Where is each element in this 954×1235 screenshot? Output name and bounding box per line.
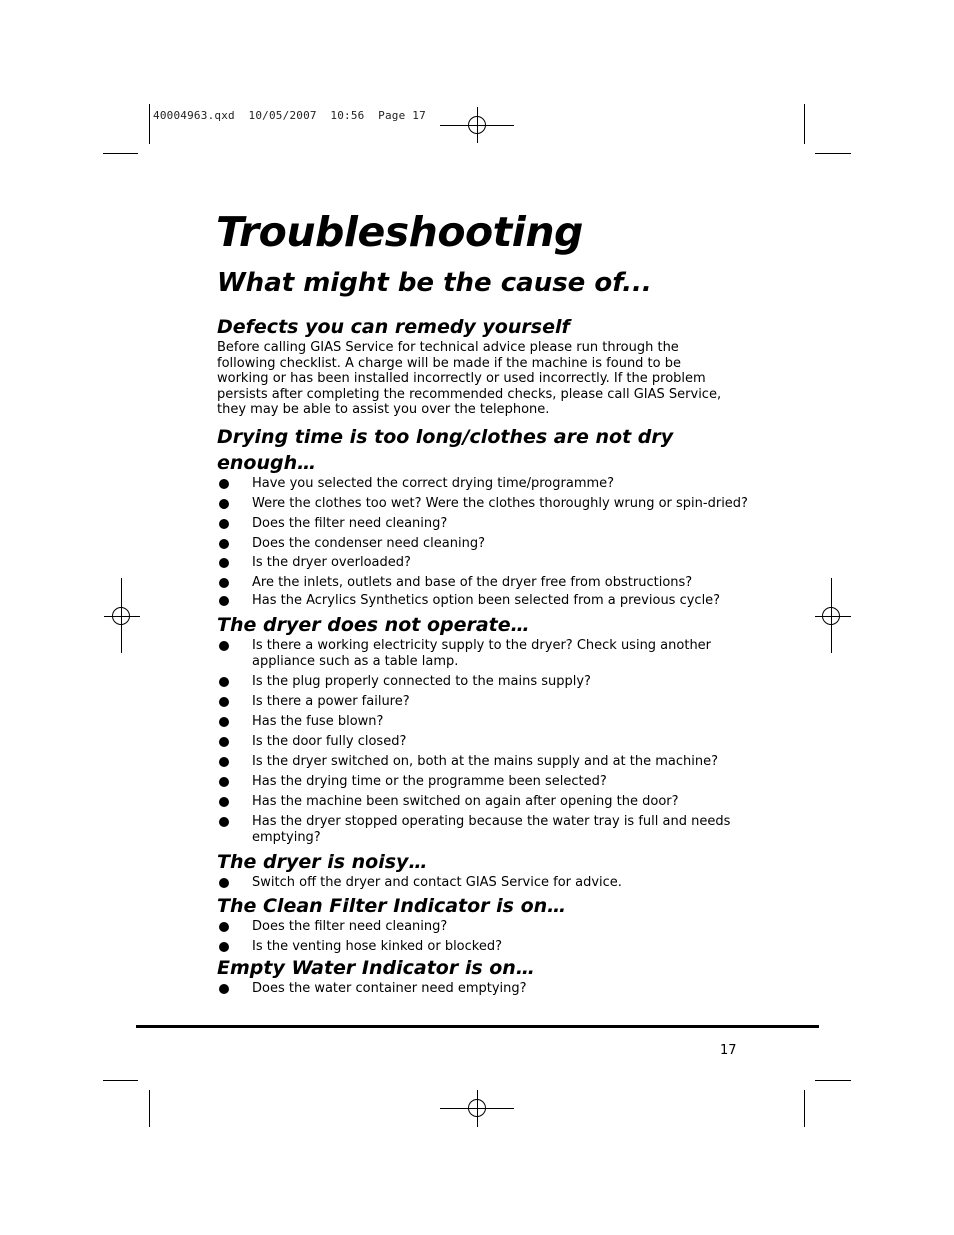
checklist-item — [217, 516, 757, 532]
bullet-icon — [219, 558, 229, 568]
checklist — [217, 875, 757, 891]
checklist-item-text: Has the machine been switched on again after opening the door? — [252, 793, 679, 809]
intro-section — [217, 314, 757, 418]
bullet-icon — [219, 677, 229, 687]
crop-mark — [103, 1080, 138, 1081]
crop-mark — [815, 153, 851, 154]
checklist-item-text: Has the dryer stopped operating because the water tray is full and needs emptying? — [252, 813, 731, 845]
bullet-icon — [219, 797, 229, 807]
checklist-item — [217, 734, 757, 750]
crop-mark — [804, 104, 805, 144]
checklist-item — [217, 593, 757, 609]
checklist-item-text: Is the venting hose kinked or blocked? — [252, 938, 503, 954]
crop-mark — [804, 1090, 805, 1127]
checklist-item — [217, 694, 757, 710]
bullet-icon — [219, 479, 229, 489]
bullet-icon — [219, 922, 229, 932]
print-slug: 40004963.qxd 10/05/2007 10:56 Page 17 — [153, 109, 426, 122]
bullet-icon — [219, 578, 229, 588]
checklist-item-text: Does the filter need cleaning? — [252, 515, 448, 531]
crop-mark — [815, 1080, 851, 1081]
section-heading: Empty Water Indicator is on… — [217, 956, 535, 979]
checklist-section — [217, 893, 757, 955]
checklist-item-text: Does the condenser need cleaning? — [252, 535, 485, 551]
checklist-item-text: Is the plug properly connected to the mains supply? — [252, 673, 591, 689]
checklist-item-text: Is the dryer overloaded? — [252, 554, 411, 570]
crop-mark — [103, 153, 138, 154]
bullet-icon — [219, 499, 229, 509]
bottom-rule — [136, 1025, 819, 1028]
bullet-icon — [219, 717, 229, 727]
bullet-icon — [219, 697, 229, 707]
checklist-item — [217, 814, 757, 846]
checklist-item-text: Is the dryer switched on, both at the mains supply and at the machine? — [252, 753, 719, 769]
checklist-item — [217, 714, 757, 730]
checklist-item-text: Has the fuse blown? — [252, 713, 384, 729]
checklist-item — [217, 794, 757, 810]
checklist-item — [217, 981, 757, 997]
checklist — [217, 919, 757, 955]
checklist-item — [217, 875, 757, 891]
section-heading: The Clean Filter Indicator is on… — [217, 894, 567, 917]
checklist-section — [217, 612, 757, 846]
checklist-item — [217, 674, 757, 690]
bullet-icon — [219, 596, 229, 606]
bullet-icon — [219, 519, 229, 529]
troubleshooting-content — [217, 314, 757, 997]
bullet-icon — [219, 777, 229, 787]
checklist-item-text: Have you selected the correct drying time/programme? — [252, 475, 615, 491]
checklist-item — [217, 496, 757, 512]
crop-mark — [149, 104, 150, 144]
checklist-item-text: Were the clothes too wet? Were the clothes thoroughly wrung or spin-dried? — [252, 495, 748, 511]
bullet-icon — [219, 878, 229, 888]
checklist-item — [217, 774, 757, 790]
bullet-icon — [219, 942, 229, 952]
checklist-item — [217, 939, 757, 955]
checklist-section — [217, 424, 757, 609]
page-number: 17 — [720, 1043, 737, 1058]
bullet-icon — [219, 641, 229, 651]
checklist-item-text: Is there a power failure? — [252, 693, 410, 709]
bullet-icon — [219, 539, 229, 549]
checklist-item-text: Has the drying time or the programme been selected? — [252, 773, 607, 789]
checklist-item-text: Are the inlets, outlets and base of the dryer free from obstructions? — [252, 574, 693, 590]
checklist-item-text: Has the Acrylics Synthetics option been selected from a previous cycle? — [252, 592, 721, 608]
checklist-item — [217, 536, 757, 552]
checklist-item — [217, 555, 757, 571]
section-heading: The dryer is noisy… — [217, 850, 428, 873]
intro-paragraph: Before calling GIAS Service for technical advice please run through the following checklist. A charge will be made if the machine is found to be working or has been installed incorrectly or used incorrectly. If the problem persists after completing the recommended checks, please call GIAS Service, they may be able to assist you over the telephone. — [217, 340, 722, 417]
page-subtitle: What might be the cause of... — [217, 268, 652, 298]
checklist-item — [217, 575, 757, 591]
bullet-icon — [219, 757, 229, 767]
crop-mark — [149, 1090, 150, 1127]
checklist-sections — [217, 424, 757, 997]
checklist-item — [217, 476, 757, 492]
checklist-section — [217, 955, 757, 997]
checklist — [217, 476, 757, 609]
checklist-item — [217, 919, 757, 935]
checklist-item-text: Does the water container need emptying? — [252, 980, 527, 996]
checklist-item-text: Is there a working electricity supply to the dryer? Check using another appliance such as a table lamp. — [252, 637, 712, 669]
checklist-item-text: Switch off the dryer and contact GIAS Service for advice. — [252, 874, 622, 890]
checklist — [217, 981, 757, 997]
bullet-icon — [219, 737, 229, 747]
bullet-icon — [219, 817, 229, 827]
checklist-section — [217, 849, 757, 891]
bullet-icon — [219, 984, 229, 994]
checklist-item-text: Does the filter need cleaning? — [252, 918, 448, 934]
section-heading: Defects you can remedy yourself — [217, 316, 570, 338]
section-heading: Drying time is too long/clothes are not dry enough… — [217, 425, 674, 474]
checklist — [217, 638, 757, 846]
checklist-item — [217, 638, 757, 670]
checklist-item-text: Is the door fully closed? — [252, 733, 407, 749]
section-heading: The dryer does not operate… — [217, 613, 530, 636]
checklist-item — [217, 754, 757, 770]
page-title: Troubleshooting — [216, 208, 583, 256]
